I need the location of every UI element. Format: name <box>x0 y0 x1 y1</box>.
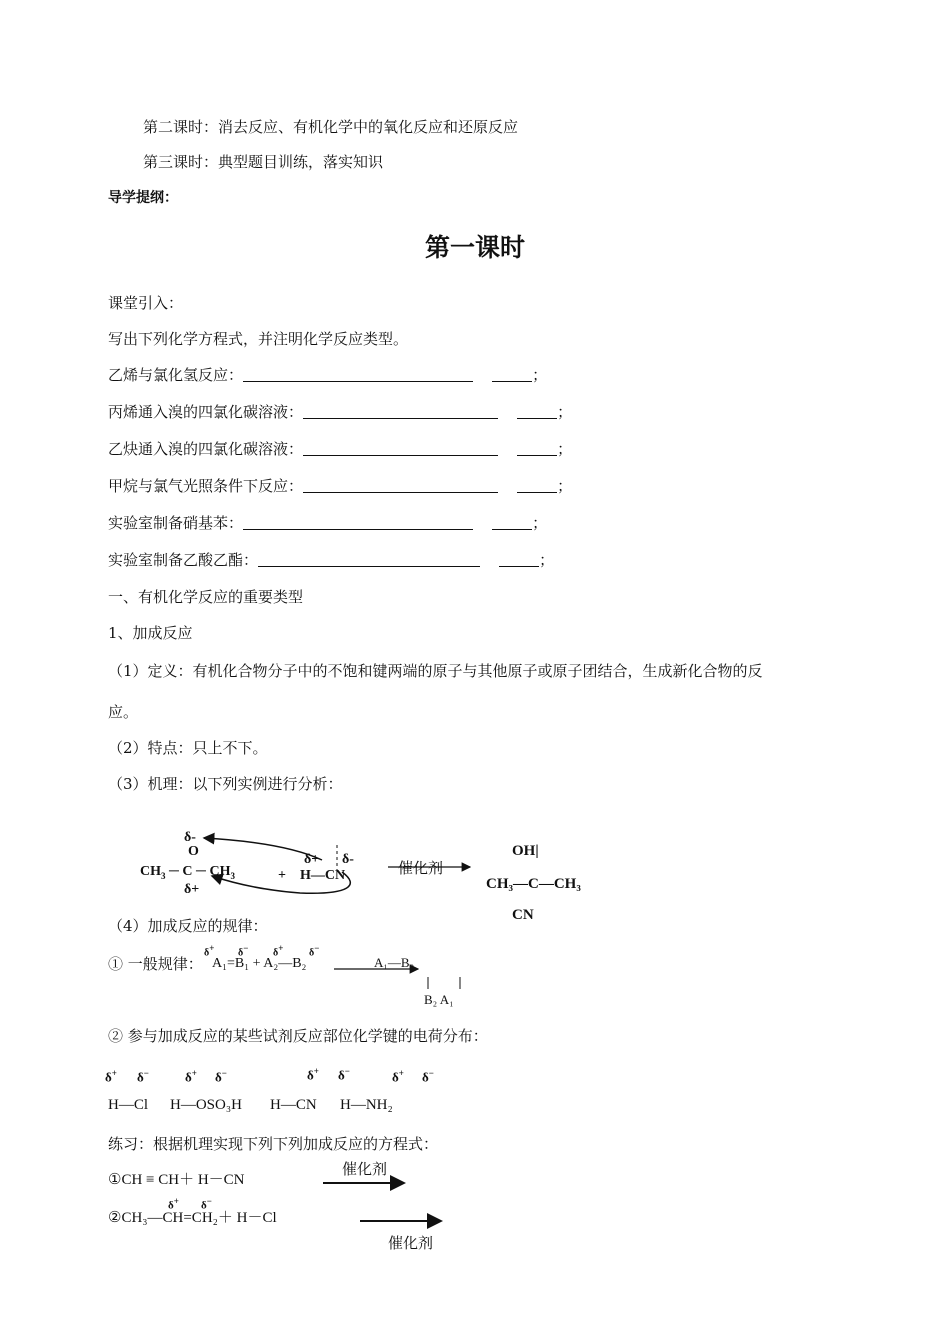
catalyst-label: 催化剂 <box>388 1236 434 1252</box>
product-bottom: CN <box>512 907 534 923</box>
general-rule-text: ① 一般规律： <box>108 955 203 973</box>
delta-plus-label: δ+ <box>204 943 215 959</box>
delta-plus-label: δ+ <box>392 1068 404 1085</box>
delta-minus-label: δ− <box>215 1068 227 1085</box>
definition-line2: 应。 <box>108 703 139 721</box>
delta-minus-label: δ- <box>342 852 354 867</box>
lesson2-text: 第二课时：消去反应、有机化学中的氧化反应和还原反应 <box>143 118 519 136</box>
acetone-formula: $CH_3$ ─ C ─ $CH_3$ <box>140 864 235 881</box>
catalyst-label: 催化剂 <box>342 1162 388 1178</box>
section-heading: 一、有机化学反应的重要类型 <box>108 588 304 606</box>
exercise-1: ①CH ≡ CH＋ H－CN <box>108 1172 245 1188</box>
reagent-hcn: H—CN <box>270 1097 317 1113</box>
intro-item: 乙烯与氯化氢反应： ； <box>108 366 548 384</box>
delta-plus-label: δ+ <box>184 882 200 897</box>
hcn-formula: H—CN <box>300 868 346 883</box>
intro-item: 乙炔通入溴的四氯化碳溶液： ； <box>108 440 573 458</box>
intro-item: 实验室制备乙酸乙酯： ； <box>108 551 555 569</box>
delta-plus-label: δ+ <box>273 943 284 959</box>
outline-heading: 导学提纲： <box>108 190 178 206</box>
delta-plus-label: δ+ <box>304 852 320 867</box>
reagent-h2so4: H—OSO₃H <box>170 1097 242 1113</box>
lesson3-text: 第三课时：典型题目训练，落实知识 <box>143 153 384 171</box>
definition-line1: （1）定义：有机化合物分子中的不饱和键两端的原子与其他原子或原子团结合，生成新化合物的反 <box>108 662 763 680</box>
intro-item: 甲烷与氯气光照条件下反应： ； <box>108 477 573 495</box>
delta-minus-label: δ− <box>137 1068 149 1085</box>
delta-minus-label: δ− <box>338 1066 350 1083</box>
mechanism-text: （3）机理：以下列实例进行分析： <box>108 775 343 793</box>
delta-minus-label: δ- <box>184 830 196 845</box>
rule-text: （4）加成反应的规律： <box>108 917 268 935</box>
reagent-hcl: H—Cl <box>108 1097 149 1113</box>
general-product-bottom: B₂ A₁ <box>424 992 454 1007</box>
intro-item: 实验室制备硝基苯： ； <box>108 514 548 532</box>
catalyst-label: 催化剂 <box>398 861 444 877</box>
delta-minus-label: δ− <box>309 943 320 959</box>
charge-rule-text: ② 参与加成反应的某些试剂反应部位化学键的电荷分布： <box>108 1027 488 1045</box>
delta-plus-label: δ+ <box>185 1068 197 1085</box>
exercise-2: ②CH₃—CH=CH₂＋ H－Cl <box>108 1210 277 1226</box>
intro-heading: 课堂引入： <box>108 294 184 312</box>
delta-plus-label: δ+ <box>105 1068 117 1085</box>
intro-task: 写出下列化学方程式，并注明化学反应类型。 <box>108 330 409 348</box>
delta-minus-label: δ− <box>422 1068 434 1085</box>
delta-plus-label: δ+ <box>307 1066 319 1083</box>
page-title: 第一课时 <box>424 233 525 262</box>
feature-text: （2）特点：只上不下。 <box>108 739 268 757</box>
general-product-top: A₁—B₂ <box>374 955 415 970</box>
practice-text: 练习：根据机理实现下列下列加成反应的方程式： <box>108 1135 439 1153</box>
intro-item: 丙烯通入溴的四氯化碳溶液： ； <box>108 403 573 421</box>
delta-plus-label: δ+ <box>168 1196 179 1212</box>
product-top: OH| <box>512 843 539 859</box>
reagent-nh3: H—NH₂ <box>340 1097 393 1113</box>
product-mid: CH₃—C—CH₃ <box>486 876 581 892</box>
general-lhs: A₁=B₁ + A₂—B₂ <box>212 956 307 971</box>
oxygen-atom: O <box>188 844 199 859</box>
delta-minus-label: δ− <box>238 943 249 959</box>
plus-sign: + <box>278 868 286 883</box>
subsection-heading: 1、加成反应 <box>108 624 193 642</box>
delta-minus-label: δ− <box>201 1196 212 1212</box>
